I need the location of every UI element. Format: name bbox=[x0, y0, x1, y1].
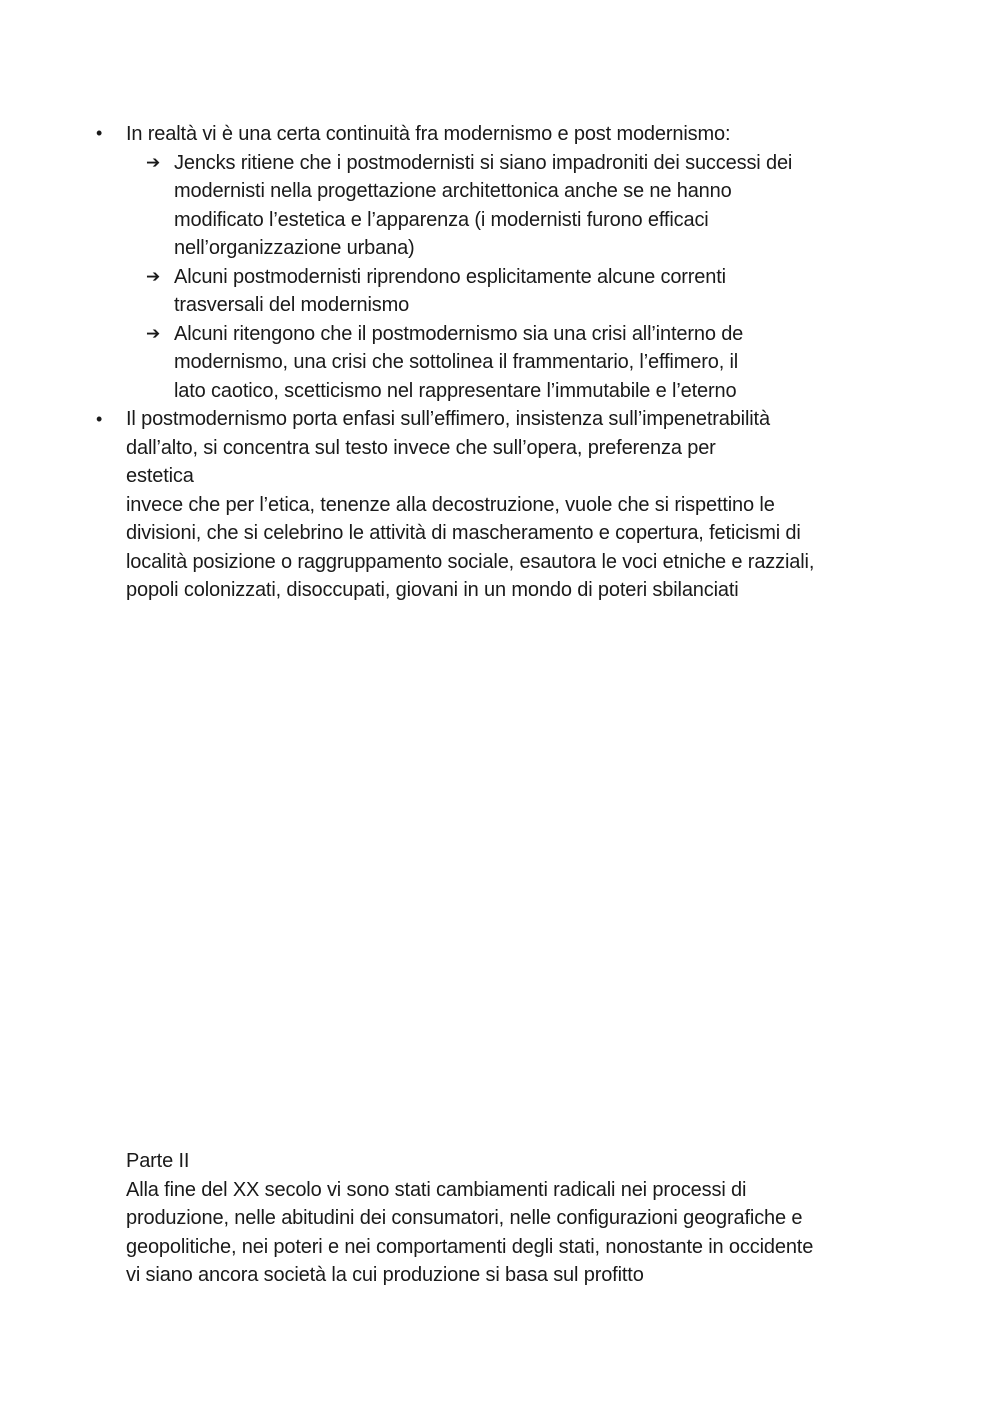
bullet-marker: • bbox=[96, 409, 103, 429]
arrow-bullet-icon: ➔ bbox=[146, 153, 161, 172]
bullet-text-line: Il postmodernismo porta enfasi sull’effimero, insistenza sull’impenetrabilità bbox=[126, 408, 770, 430]
subitem-text-line: modernisti nella progettazione architettonica anche se ne hanno bbox=[174, 180, 732, 202]
paragraph-line: Alla fine del XX secolo vi sono stati cambiamenti radicali nei processi di bbox=[126, 1179, 747, 1201]
paragraph-line: produzione, nelle abitudini dei consumatori, nelle configurazioni geografiche e bbox=[126, 1207, 803, 1229]
bullet-text-line: località posizione o raggruppamento sociale, esautora le voci etniche e razziali, bbox=[126, 551, 815, 573]
bullet-marker: • bbox=[96, 123, 103, 143]
subitem-text-line: trasversali del modernismo bbox=[174, 294, 410, 316]
bullet-text-line: dall’alto, si concentra sul testo invece che sull’opera, preferenza per bbox=[126, 437, 716, 459]
bullet-text-line: divisioni, che si celebrino le attività di mascheramento e copertura, feticismi di bbox=[126, 522, 801, 544]
section-heading: Parte II bbox=[126, 1150, 190, 1172]
subitem-text-line: Alcuni ritengono che il postmodernismo sia una crisi all’interno de bbox=[174, 323, 744, 345]
subitem-text-line: Jencks ritiene che i postmodernisti si siano impadroniti dei successi dei bbox=[174, 152, 793, 174]
paragraph-line: geopolitiche, nei poteri e nei comportamenti degli stati, nonostante in occidente bbox=[126, 1236, 814, 1258]
subitem-text-line: nell’organizzazione urbana) bbox=[174, 237, 415, 259]
subitem-text-line: modernismo, una crisi che sottolinea il frammentario, l’effimero, il bbox=[174, 351, 739, 373]
subitem-text-line: lato caotico, scetticismo nel rappresentare l’immutabile e l’eterno bbox=[174, 380, 737, 402]
arrow-bullet-icon: ➔ bbox=[146, 267, 161, 286]
arrow-bullet-icon: ➔ bbox=[146, 324, 161, 343]
subitem-text-line: Alcuni postmodernisti riprendono esplicitamente alcune correnti bbox=[174, 266, 726, 288]
paragraph-line: vi siano ancora società la cui produzione si basa sul profitto bbox=[126, 1264, 644, 1286]
bullet-text-line: invece che per l’etica, tenenze alla decostruzione, vuole che si rispettino le bbox=[126, 494, 775, 516]
bullet-text-line: estetica bbox=[126, 465, 194, 487]
subitem-text-line: modificato l’estetica e l’apparenza (i modernisti furono efficaci bbox=[174, 209, 709, 231]
bullet-text-line: popoli colonizzati, disoccupati, giovani in un mondo di poteri sbilanciati bbox=[126, 579, 739, 601]
bullet-text-line: In realtà vi è una certa continuità fra modernismo e post modernismo: bbox=[126, 123, 731, 145]
